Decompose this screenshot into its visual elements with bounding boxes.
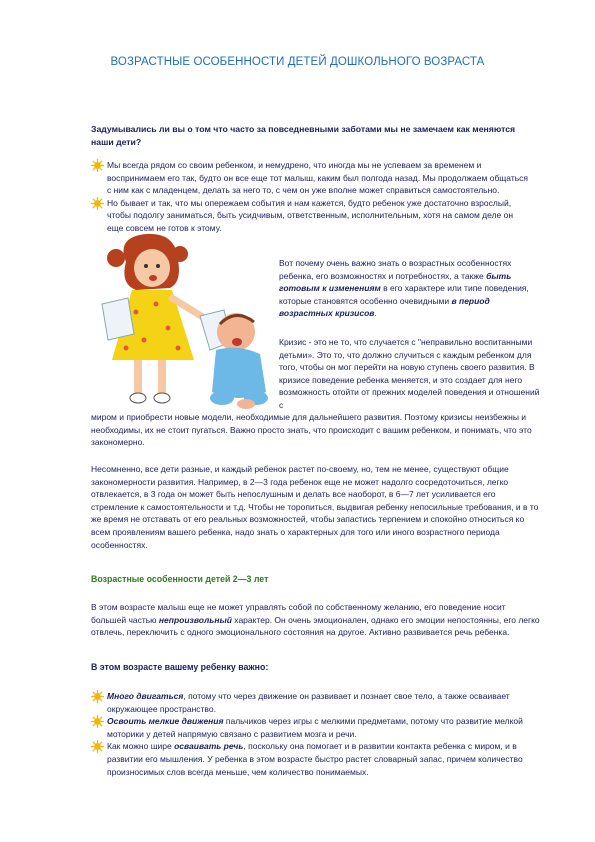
crisis-paragraph-bottom: миром и приобрести новые модели, необходимые для дальнейшего развития. Поэтому кризисы неизбежны и необходимы, их не стоит пугаться. Важно просто знать, что происходит с вашим ребенком, и понимать, что это закономерно. [91,412,532,448]
emphasis: Много двигаться [107,691,184,701]
sun-bullet-icon [91,715,104,728]
text-run: характер. Он очень эмоционален, однако его эмоции непостоянны, его легко отвлечь, переключить с одного эмоционального состояния на другое. Активно развивается речь ребенка. [91,614,540,638]
list-item [91,159,531,197]
sun-bullet-icon [91,740,104,753]
age-section-heading: Возрастные особенности детей 2—3 лет [91,574,269,584]
important-list [91,690,541,778]
emphasis: быть готовым к изменениям [279,270,512,294]
intro-bullet-text: Мы всегда рядом со своим ребенком, и немудрено, что иногда мы не успеваем за временем и воспринимаем его так, будто он все еще тот малыш, каким был полгода назад. Мы продолжаем общаться с ним как с младенцем, делать за него то, с чем он уже вполне может справиться самостоятельно. [107,160,529,196]
intro-bullet-text: Но бывает и так, что мы опережаем события и нам кажется, будто ребенок уже достаточно взрослый, чтобы подолгу заниматься, быть усидчивым, ответственным, исполнительным, хотя на самом деле он еще совсем не готов к этому. [107,197,514,233]
text-run: , поскольку она помогает и в развитии контакта ребенка с миром, и в развитии его мышления. У ребенка в этом возрасте быстро растет словарный запас, причем количество произносимых слов всегда меньше, чем количество понимаемых. [107,741,523,777]
list-item [91,740,541,778]
list-item [91,715,541,740]
text-run: . [374,308,377,319]
list-item [91,690,541,715]
sun-bullet-icon [91,690,104,703]
sun-bullet-icon [91,197,104,210]
emphasis: в период возрастных кризисов [279,295,490,319]
list-item [91,197,531,235]
emphasis: непроизвольный [158,614,232,625]
question-heading: Задумывались ли вы о том что часто за повседневными заботами мы не замечаем как меняются наши дети? [91,124,516,147]
emphasis: осваивать речь [174,741,244,752]
text-run: Как можно шире [107,741,175,752]
differences-paragraph: Несомненно, все дети разные, и каждый ребенок растет по-своему, но, тем не менее, существуют общие закономерности развития. Например, в 2—3 года ребенок еще не может надолго сосредоточиться, легко отвлекается, в 3 года он может быть непослушным и делать все наоборот, в 6—7 лет усиливается его стремление к самостоятельности и т.д. Чтобы не торопиться, выдвигая ребенку непосильные требования, и в то же время не отставать от его реальных возможностей, чтобы запастись терпением и спокойно относиться ко всем проявлениям вашего ребенка, надо знать о характерных для того или иного возрастного периода особенностях. [91,464,539,550]
text-run: пальчиков через игры с мелкими предметами, потому что развитие мелкой моторики у детей напрямую связано с развитием мозга и речи. [107,716,523,739]
crisis-paragraph-top: Кризис - это не то, что случается с "неправильно воспитанными детьми». Это то, что должно случиться с каждым ребенком для того, чтобы он мог перейти на новую ступень своего развития. В кризисе поведение ребенка меняется, и это создает для него возможность отойти от прежних моделей поведения и отношений с [279,337,540,410]
girl-and-crying-toddler-illustration [96,232,282,410]
intro-bullets [91,159,531,235]
sun-bullet-icon [91,159,104,172]
page-title: ВОЗРАСТНЫЕ ОСОБЕННОСТИ ДЕТЕЙ ДОШКОЛЬНОГО ВОЗРАСТА [110,56,485,68]
emphasis: Освоить мелкие движения [107,716,224,727]
important-heading: В этом возрасте вашему ребенку важно: [91,662,269,672]
text-run: В этом возрасте малыш еще не может управлять собой по собственному желанию, его поведение носит большей частью [91,602,506,625]
text-run: в его характере или типе поведения, которые становятся особенно очевидными [279,283,529,306]
why-paragraph [279,257,543,320]
text-run: , потому что через движение он развивает и познает свое тело, а также осваивает окружающее пространство. [107,691,510,714]
age-paragraph [91,601,543,639]
text-run: Вот почему очень важно знать о возрастных особенностях ребенка, его возможностях и потребностях, а также [279,258,512,281]
